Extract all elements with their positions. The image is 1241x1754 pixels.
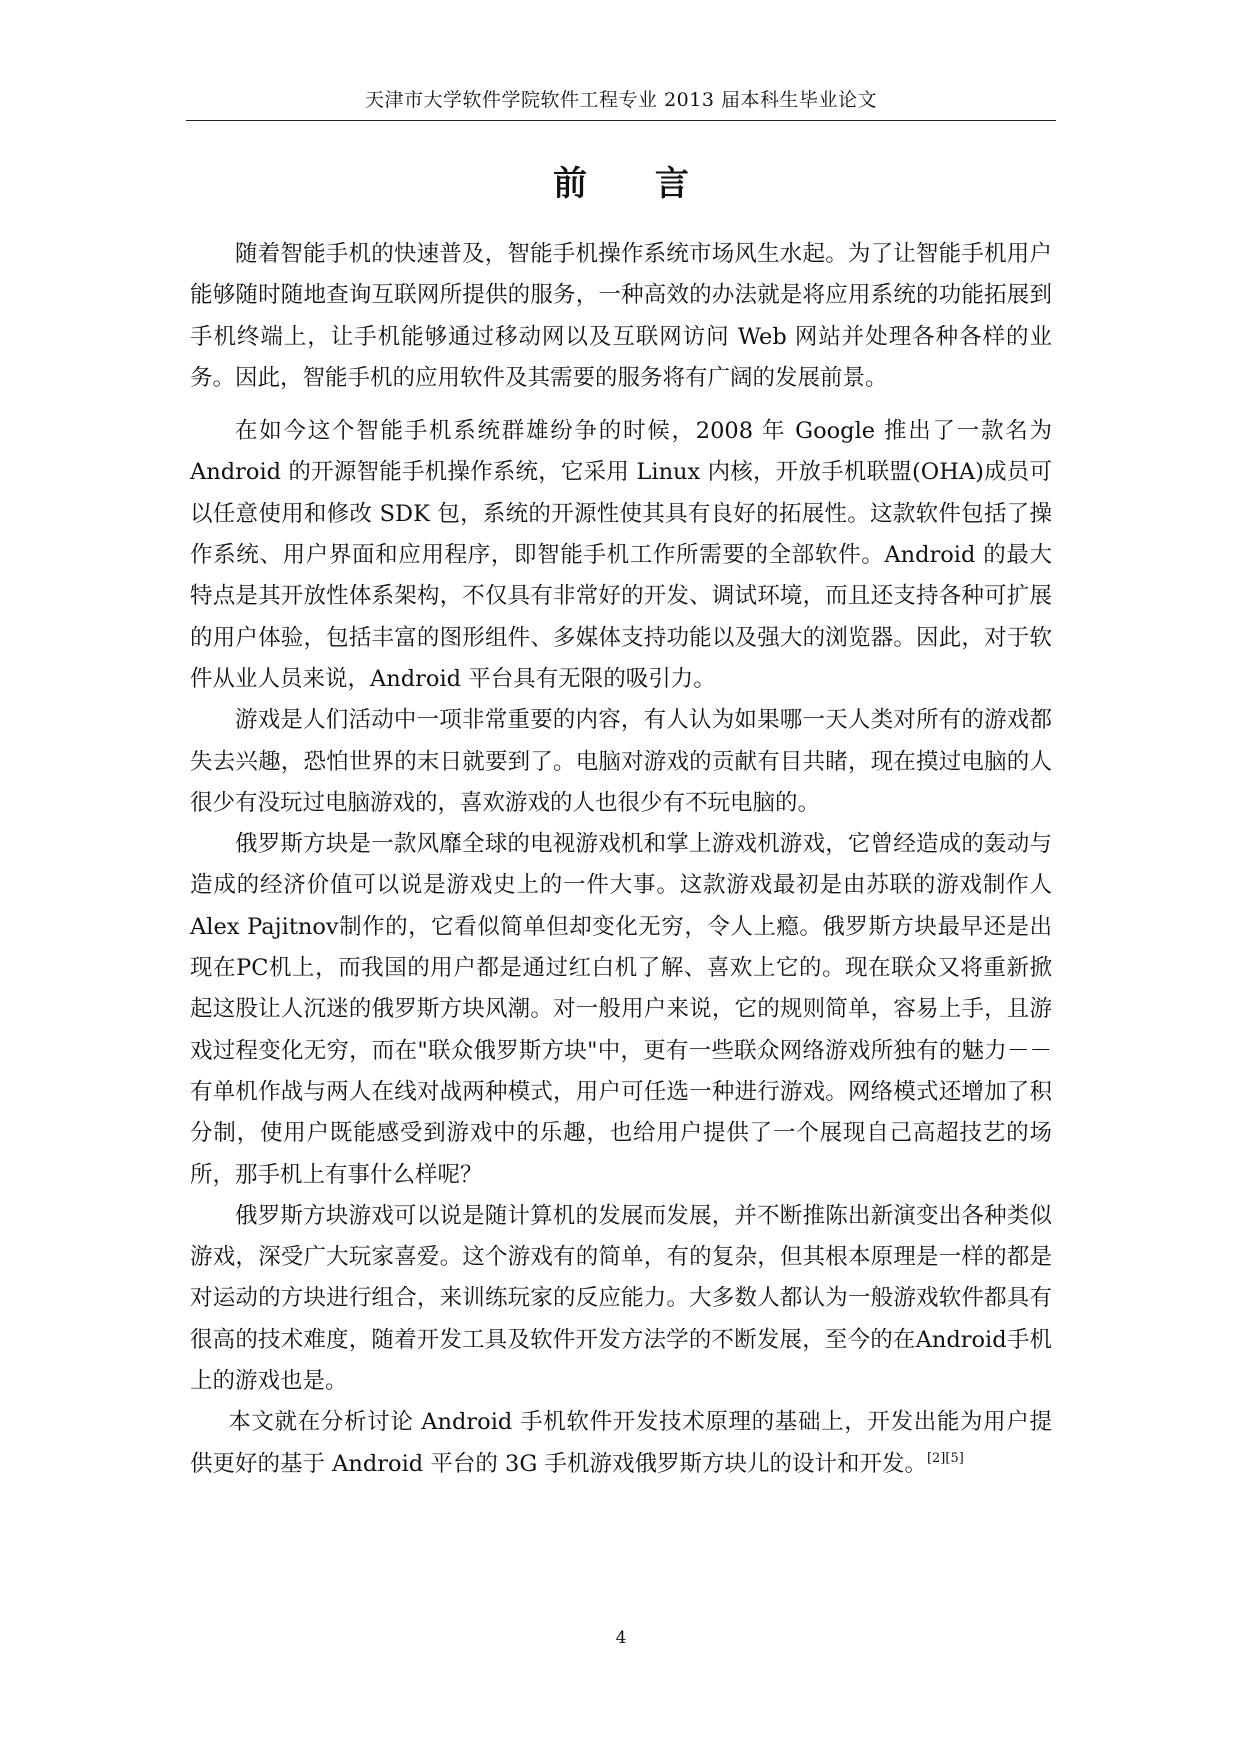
page-number: 4: [615, 1628, 627, 1648]
header-divider: [186, 120, 1056, 121]
paragraph-2: 在如今这个智能手机系统群雄纷争的时候，2008 年 Google 推出了一款名为 Android 的开源智能手机操作系统，它采用 Linux 内核，开放手机联盟(OHA)成员可以任意使用和修改 SDK 包，系统的开源性使其具有良好的拓展性。这款软件包括了操作系统、用户界面和应用程序，即智能手机工作所需要的全部软件。Android 的最大特点是其开放性体系架构，不仅具有非常好的开发、调试环境，而且还支持各种可扩展的用户体验，包括丰富的图形组件、多媒体支持功能以及强大的浏览器。因此，对于软件从业人员来说，Android 平台具有无限的吸引力。: [190, 418, 1052, 692]
section-title: 前 言: [553, 164, 717, 204]
paragraph-1: 随着智能手机的快速普及，智能手机操作系统市场风生水起。为了让智能手机用户能够随时随地查询互联网所提供的服务，一种高效的办法就是将应用系统的功能拓展到手机终端上，让手机能够通过移动网以及互联网访问 Web 网站并处理各种各样的业务。因此，智能手机的应用软件及其需要的服务将有广阔的发展前景。: [190, 241, 1052, 391]
body-text: [190, 234, 1052, 1485]
citation-reference: [2][5]: [926, 1450, 964, 1466]
paragraph-6: [190, 1402, 1052, 1485]
paragraph-4: 俄罗斯方块是一款风靡全球的电视游戏机和掌上游戏机游戏，它曾经造成的轰动与造成的经济价值可以说是游戏史上的一件大事。这款游戏最初是由苏联的游戏制作人Alex Pajitnov制作的，它看似简单但却变化无穷，令人上瘾。俄罗斯方块最早还是出现在PC机上，而我国的用户都是通过红白机了解、喜欢上它的。现在联众又将重新掀起这股让人沉迷的俄罗斯方块风潮。对一般用户来说，它的规则简单，容易上手，且游戏过程变化无穷，而在"联众俄罗斯方块"中，更有一些联众网络游戏所独有的魅力－－有单机作战与两人在线对战两种模式，用户可任选一种进行游戏。网络模式还增加了积分制，使用户既能感受到游戏中的乐趣，也给用户提供了一个展现自己高超技艺的场所，那手机上有事什么样呢？: [190, 831, 1052, 1188]
paragraph-6-text: 本文就在分析讨论 Android 手机软件开发技术原理的基础上，开发出能为用户提供更好的基于 Android 平台的 3G 手机游戏俄罗斯方块儿的设计和开发。: [190, 1409, 1052, 1477]
paragraph-5: 俄罗斯方块游戏可以说是随计算机的发展而发展，并不断推陈出新演变出各种类似游戏，深受广大玩家喜爱。这个游戏有的简单，有的复杂，但其根本原理是一样的都是对运动的方块进行组合，来训练玩家的反应能力。大多数人都认为一般游戏软件都具有很高的技术难度，随着开发工具及软件开发方法学的不断发展，至今的在Android手机上的游戏也是。: [190, 1202, 1052, 1395]
running-header: 天津市大学软件学院软件工程专业 2013 届本科生毕业论文: [365, 89, 877, 111]
paragraph-3: 游戏是人们活动中一项非常重要的内容，有人认为如果哪一天人类对所有的游戏都失去兴趣，恐怕世界的末日就要到了。电脑对游戏的贡献有目共睹，现在摸过电脑的人很少有没玩过电脑游戏的，喜欢游戏的人也很少有不玩电脑的。: [190, 707, 1052, 816]
